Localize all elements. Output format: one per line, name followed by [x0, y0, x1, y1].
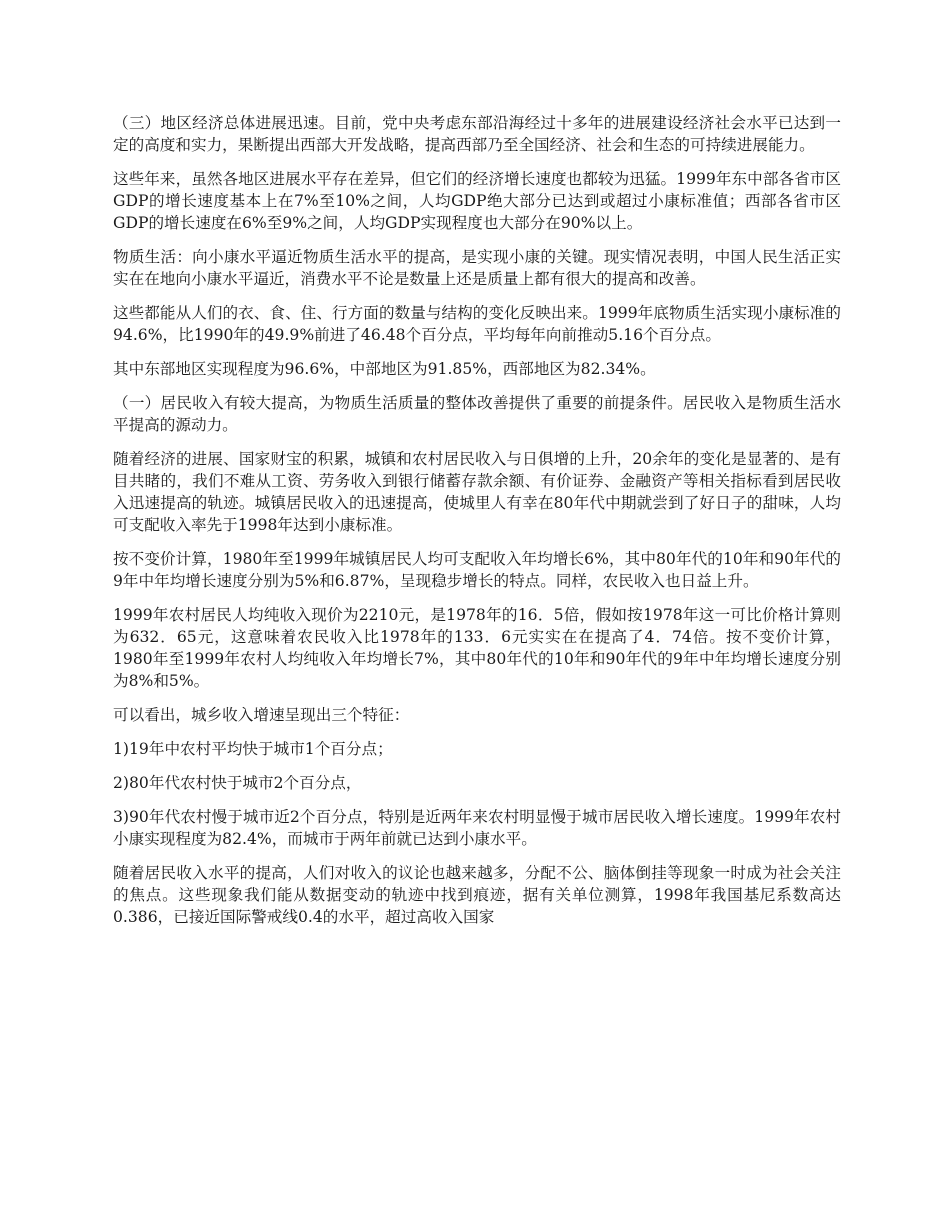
list-item-feature-2: 2)80年代农村快于城市2个百分点，	[113, 774, 362, 792]
paragraph-income-distribution: 随着居民收入水平的提高，人们对收入的议论也越来越多，分配不公、脑体倒挂等现象一时成为社会关注的焦点。这些现象我们能从数据变动的轨迹中找到痕迹，据有关单位测算，1998年我国基尼系数高达0.386，已接近国际警戒线0.4的水平，超过高收入国家	[113, 864, 841, 926]
paragraph-regional-growth: 这些年来，虽然各地区进展水平存在差异，但它们的经济增长速度也都较为迅猛。1999年东中部各省市区GDP的增长速度基本上在7%至10%之间，人均GDP绝大部分已达到或超过小康标准值；西部各省市区GDP的增长速度在6%至9%之间，人均GDP实现程度也大部分在90%以上。	[113, 170, 841, 232]
paragraph-three-features-intro: 可以看出，城乡收入增速呈现出三个特征：	[113, 706, 410, 724]
list-item-feature-3: 3)90年代农村慢于城市近2个百分点，特别是近两年来农村明显慢于城市居民收入增长速度。1999年农村小康实现程度为82.4%，而城市于两年前就已达到小康水平。	[113, 808, 841, 848]
paragraph-rural-income: 1999年农村居民人均纯收入现价为2210元，是1978年的16．5倍，假如按1978年这一可比价格计算则为632．65元，这意味着农民收入比1978年的133．6元实实在在提高了4．74倍。按不变价计算，1980年至1999年农村人均纯收入年均增长7%，其中80年代的10年和90年代的9年中年均增长速度分别为8%和5%。	[113, 606, 841, 690]
paragraph-regional-economy: （三）地区经济总体进展迅速。目前，党中央考虑东部沿海经过十多年的进展建设经济社会水平已达到一定的高度和实力，果断提出西部大开发战略，提高西部乃至全国经济、社会和生态的可持续进展能力。	[113, 114, 841, 154]
list-item-feature-1: 1)19年中农村平均快于城市1个百分点；	[113, 740, 393, 758]
document-body	[113, 112, 841, 940]
paragraph-regional-rates: 其中东部地区实现程度为96.6%，中部地区为91.85%，西部地区为82.34%。	[113, 360, 656, 378]
paragraph-constant-price-urban: 按不变价计算，1980年至1999年城镇居民人均可支配收入年均增长6%，其中80年代的10年和90年代的9年中年均增长速度分别为5%和6.87%，呈现稳步增长的特点。同样，农民收入也日益上升。	[113, 550, 841, 590]
paragraph-material-life: 物质生活：向小康水平逼近物质生活水平的提高，是实现小康的关键。现实情况表明，中国人民生活正实实在在地向小康水平逼近，消费水平不论是数量上还是质量上都有很大的提高和改善。	[113, 248, 841, 288]
paragraph-urban-income: 随着经济的进展、国家财宝的积累，城镇和农村居民收入与日俱增的上升，20余年的变化是显著的、是有目共睹的，我们不难从工资、劳务收入到银行储蓄存款余额、有价证券、金融资产等相关指标看到居民收入迅速提高的轨迹。城镇居民收入的迅速提高，使城里人有幸在80年代中期就尝到了好日子的甜味，人均可支配收入率先于1998年达到小康标准。	[113, 450, 841, 534]
paragraph-material-progress: 这些都能从人们的衣、食、住、行方面的数量与结构的变化反映出来。1999年底物质生活实现小康标准的94.6%，比1990年的49.9%前进了46.48个百分点，平均每年向前推动5.16个百分点。	[113, 304, 841, 344]
paragraph-income-increase: （一）居民收入有较大提高，为物质生活质量的整体改善提供了重要的前提条件。居民收入是物质生活水平提高的源动力。	[113, 394, 841, 434]
